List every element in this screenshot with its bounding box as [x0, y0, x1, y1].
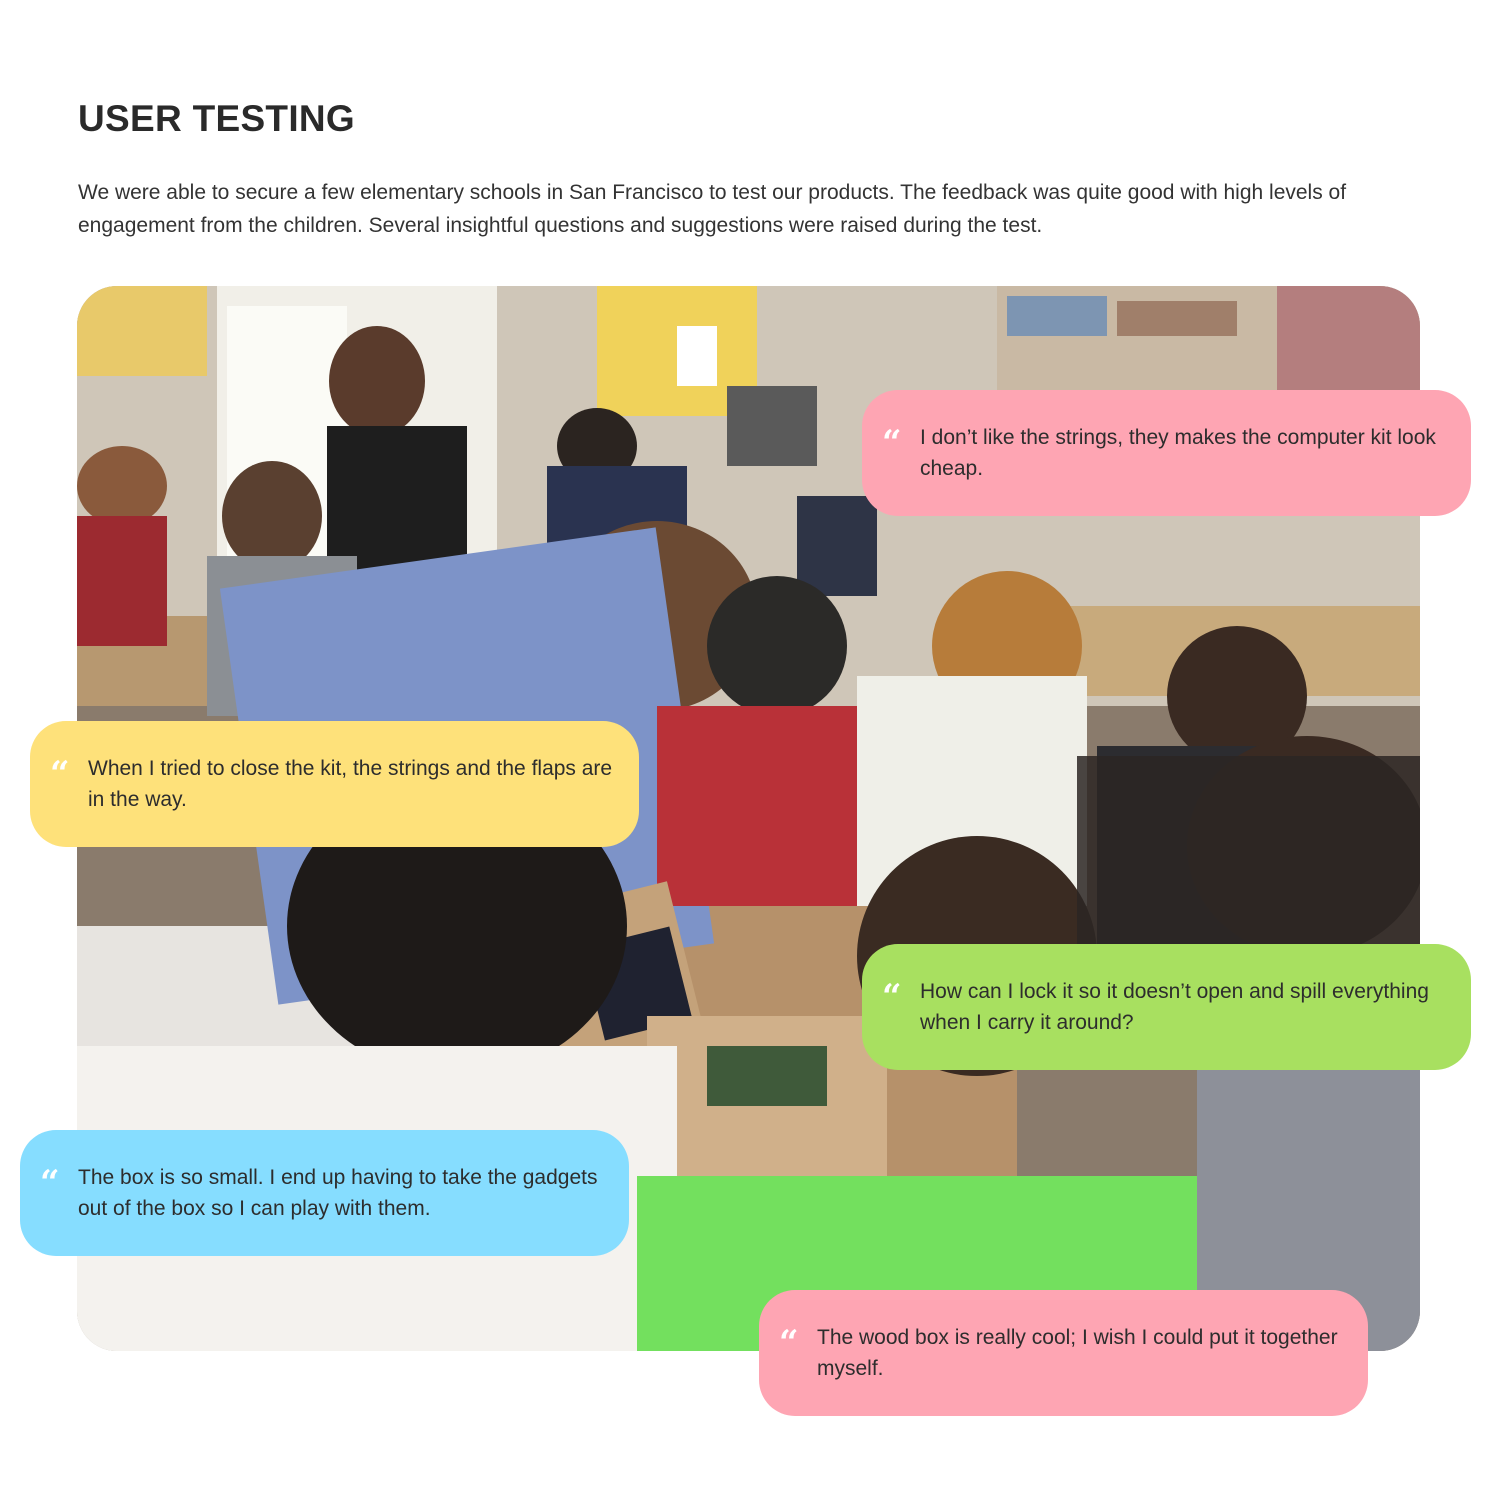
feedback-bubble-wood-box [759, 1290, 1368, 1416]
feedback-bubble-size [20, 1130, 629, 1256]
quote-icon: “ [779, 1323, 799, 1363]
feedback-bubble-closing [30, 721, 639, 847]
feedback-text: The box is so small. I end up having to take the gadgets out of the box so I can play with them. [78, 1166, 598, 1220]
feedback-bubble-strings [862, 390, 1471, 516]
feedback-bubble-lock [862, 944, 1471, 1070]
feedback-text: How can I lock it so it doesn’t open and spill everything when I carry it around? [920, 980, 1429, 1034]
quote-icon: “ [50, 754, 70, 794]
quote-icon: “ [882, 423, 902, 463]
feedback-text: I don’t like the strings, they makes the computer kit look cheap. [920, 426, 1436, 480]
feedback-text: The wood box is really cool; I wish I could put it together myself. [817, 1326, 1338, 1380]
quote-icon: “ [882, 977, 902, 1017]
section-title: USER TESTING [78, 98, 356, 139]
intro-paragraph: We were able to secure a few elementary schools in San Francisco to test our products. The feedback was quite good with high levels of engagement from the children. Several insightful questions and suggestions were raised during the test. [78, 181, 1347, 237]
feedback-text: When I tried to close the kit, the strings and the flaps are in the way. [88, 757, 613, 811]
quote-icon: “ [40, 1163, 60, 1203]
